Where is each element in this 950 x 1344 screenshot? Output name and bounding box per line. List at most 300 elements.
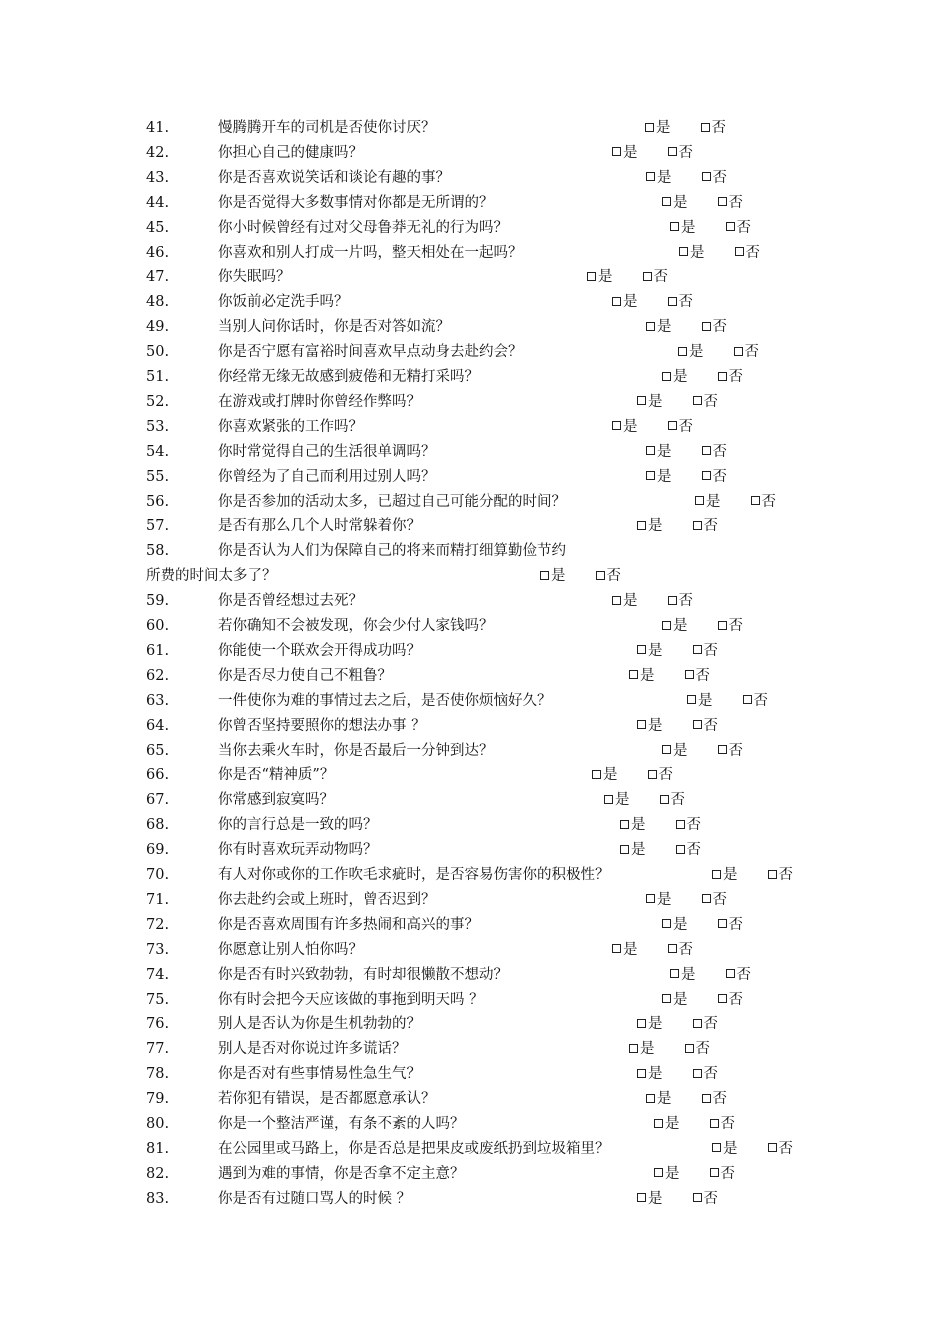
yes-option[interactable] (712, 1137, 738, 1161)
question-text: 当别人问你话时，你是否对答如流？ (218, 319, 450, 336)
no-checkbox[interactable] (693, 1069, 702, 1078)
yes-option[interactable] (612, 415, 638, 439)
no-checkbox[interactable] (743, 695, 752, 704)
yes-option[interactable] (637, 1062, 663, 1086)
question-text: 你是否曾经想过去死？ (218, 593, 363, 610)
no-checkbox[interactable] (718, 621, 727, 630)
question-number: 63. (146, 692, 170, 709)
question-text: 你是否有过随口骂人的时候 ？ (218, 1190, 412, 1207)
no-option[interactable] (702, 465, 728, 489)
no-option[interactable] (710, 1162, 736, 1186)
question-item (0, 689, 950, 713)
no-checkbox[interactable] (643, 272, 652, 281)
yes-checkbox[interactable] (662, 994, 671, 1003)
yes-checkbox[interactable] (612, 596, 621, 605)
yes-option[interactable] (637, 639, 663, 663)
no-checkbox[interactable] (702, 172, 711, 181)
yes-option[interactable] (612, 141, 638, 165)
yes-option[interactable] (604, 788, 630, 812)
yes-checkbox[interactable] (712, 1143, 721, 1152)
question-number: 76. (146, 1016, 170, 1033)
no-option[interactable] (648, 763, 674, 787)
question-number: 75. (146, 991, 170, 1008)
no-option[interactable] (702, 1087, 728, 1111)
question-text: 你曾否坚持要照你的想法办事 ？ (218, 717, 426, 734)
yes-checkbox[interactable] (612, 421, 621, 430)
no-checkbox[interactable] (701, 123, 710, 132)
question-number: 59. (146, 593, 170, 610)
yes-option[interactable] (662, 988, 688, 1012)
question-number: 42. (146, 144, 170, 161)
yes-label: 是 (673, 916, 688, 933)
question-text: 是否有那么几个人时常躲着你？ (218, 518, 421, 535)
yes-checkbox[interactable] (670, 969, 679, 978)
no-option[interactable] (702, 440, 728, 464)
yes-checkbox[interactable] (662, 745, 671, 754)
no-option[interactable] (693, 639, 719, 663)
yes-checkbox[interactable] (637, 1019, 646, 1028)
yes-label: 是 (657, 443, 672, 460)
no-checkbox[interactable] (702, 894, 711, 903)
no-checkbox[interactable] (685, 1044, 694, 1053)
no-label: 否 (670, 792, 685, 809)
yes-option[interactable] (637, 390, 663, 414)
no-checkbox[interactable] (668, 297, 677, 306)
question-item (0, 440, 950, 464)
no-checkbox[interactable] (693, 645, 702, 654)
yes-option[interactable] (646, 440, 672, 464)
question-item (0, 739, 950, 763)
answer-options (662, 614, 743, 638)
yes-checkbox[interactable] (687, 695, 696, 704)
no-checkbox[interactable] (710, 1168, 719, 1177)
question-item (0, 813, 950, 837)
no-checkbox[interactable] (768, 1143, 777, 1152)
no-checkbox[interactable] (668, 596, 677, 605)
yes-label: 是 (723, 867, 738, 883)
no-label: 否 (736, 219, 751, 236)
no-label: 否 (695, 667, 710, 684)
yes-label: 是 (690, 244, 705, 261)
yes-label: 是 (673, 742, 688, 759)
yes-option[interactable] (637, 714, 663, 738)
answer-options (540, 564, 621, 588)
no-option[interactable] (596, 564, 622, 588)
yes-label: 是 (631, 817, 646, 834)
no-checkbox[interactable] (693, 521, 702, 530)
no-option[interactable] (751, 490, 777, 514)
no-option[interactable] (668, 290, 694, 314)
question-number: 72. (146, 916, 170, 933)
yes-option[interactable] (646, 1087, 672, 1111)
no-option[interactable] (668, 141, 694, 165)
no-checkbox[interactable] (685, 670, 694, 679)
answer-options (646, 315, 727, 339)
no-option[interactable] (693, 1187, 719, 1211)
answer-options (637, 390, 718, 414)
no-option[interactable] (726, 963, 752, 987)
yes-option[interactable] (679, 241, 705, 265)
question-number: 44. (146, 194, 170, 211)
no-checkbox[interactable] (718, 919, 727, 928)
yes-checkbox[interactable] (637, 521, 646, 530)
question-item (0, 838, 950, 862)
no-label: 否 (712, 891, 727, 908)
no-option[interactable] (710, 1112, 736, 1136)
answer-options (645, 116, 726, 140)
no-option[interactable] (718, 614, 744, 638)
question-number: 65. (146, 742, 170, 759)
yes-checkbox[interactable] (662, 919, 671, 928)
question-text: 你是否有时兴致勃勃，有时却很懒散不想动？ (218, 966, 508, 983)
no-label: 否 (686, 842, 701, 859)
no-option[interactable] (693, 1062, 719, 1086)
yes-checkbox[interactable] (612, 147, 621, 156)
no-checkbox[interactable] (726, 969, 735, 978)
no-label: 否 (712, 1091, 727, 1108)
yes-option[interactable] (620, 838, 646, 862)
yes-label: 是 (673, 369, 688, 385)
no-label: 否 (728, 916, 743, 933)
yes-option[interactable] (629, 664, 655, 688)
no-option[interactable] (702, 166, 728, 190)
question-item (0, 241, 950, 265)
answer-options (637, 1187, 718, 1211)
answer-options (662, 191, 743, 215)
no-option[interactable] (685, 1037, 711, 1061)
yes-option[interactable] (670, 216, 696, 240)
question-text: 有人对你或你的工作吹毛求疵时，是否容易伤害你的积极性？ (218, 867, 610, 883)
no-checkbox[interactable] (668, 944, 677, 953)
yes-checkbox[interactable] (646, 471, 655, 480)
yes-option[interactable] (637, 514, 663, 538)
question-text: 若你确知不会被发现，你会少付人家钱吗？ (218, 618, 494, 634)
question-text: 在公园里或马路上，你是否总是把果皮或废纸扔到垃圾箱里？ (218, 1140, 610, 1157)
question-number: 55. (146, 468, 170, 485)
question-number: 81. (146, 1140, 170, 1157)
yes-option[interactable] (662, 739, 688, 763)
answer-options (637, 514, 718, 538)
question-text: 你常感到寂寞吗？ (218, 792, 334, 809)
no-option[interactable] (668, 415, 694, 439)
yes-checkbox[interactable] (654, 1168, 663, 1177)
no-checkbox[interactable] (702, 446, 711, 455)
no-option[interactable] (726, 216, 752, 240)
no-option[interactable] (702, 888, 728, 912)
no-option[interactable] (718, 191, 744, 215)
yes-checkbox[interactable] (637, 1193, 646, 1202)
no-option[interactable] (676, 838, 702, 862)
question-text: 你喜欢和别人打成一片吗，整天相处在一起吗？ (218, 244, 523, 261)
question-number: 78. (146, 1066, 170, 1083)
answer-options (678, 340, 759, 364)
question-number: 57. (146, 518, 170, 535)
question-item (0, 1062, 950, 1086)
no-checkbox[interactable] (702, 471, 711, 480)
answer-options (712, 863, 793, 887)
yes-label: 是 (698, 692, 713, 709)
question-text: 若你犯有错误，是否都愿意承认？ (218, 1091, 436, 1108)
yes-checkbox[interactable] (612, 944, 621, 953)
question-number: 46. (146, 244, 170, 261)
no-checkbox[interactable] (718, 994, 727, 1003)
yes-checkbox[interactable] (629, 1044, 638, 1053)
no-option[interactable] (693, 1012, 719, 1036)
yes-checkbox[interactable] (645, 123, 654, 132)
no-checkbox[interactable] (734, 347, 743, 356)
no-checkbox[interactable] (735, 247, 744, 256)
yes-label: 是 (615, 792, 630, 809)
no-label: 否 (678, 144, 693, 161)
no-option[interactable] (735, 241, 761, 265)
no-option[interactable] (643, 265, 669, 289)
question-item (0, 465, 950, 489)
answer-options (637, 639, 718, 663)
no-label: 否 (703, 642, 718, 659)
answer-options (646, 166, 727, 190)
no-checkbox[interactable] (702, 1094, 711, 1103)
answer-options (637, 1062, 718, 1086)
yes-label: 是 (648, 1190, 663, 1207)
no-label: 否 (744, 344, 759, 361)
question-item (0, 290, 950, 314)
yes-checkbox[interactable] (646, 1094, 655, 1103)
yes-option[interactable] (662, 614, 688, 638)
yes-option[interactable] (540, 564, 566, 588)
no-label: 否 (753, 692, 768, 709)
question-number: 60. (146, 618, 170, 634)
no-checkbox[interactable] (648, 770, 657, 779)
no-option[interactable] (685, 664, 711, 688)
no-option[interactable] (743, 689, 769, 713)
yes-option[interactable] (662, 365, 688, 389)
no-option[interactable] (660, 788, 686, 812)
yes-label: 是 (723, 1140, 738, 1157)
no-option[interactable] (668, 589, 694, 613)
no-option[interactable] (718, 739, 744, 763)
yes-option[interactable] (645, 116, 671, 140)
yes-checkbox[interactable] (604, 795, 613, 804)
yes-option[interactable] (612, 938, 638, 962)
question-item (0, 265, 950, 289)
answer-options (662, 913, 743, 937)
yes-checkbox[interactable] (679, 247, 688, 256)
no-label: 否 (728, 742, 743, 759)
answer-options (637, 714, 718, 738)
yes-label: 是 (598, 269, 613, 286)
yes-checkbox[interactable] (662, 621, 671, 630)
question-number: 47. (146, 269, 170, 286)
no-label: 否 (686, 817, 701, 834)
question-number: 73. (146, 941, 170, 958)
no-checkbox[interactable] (693, 396, 702, 405)
yes-checkbox[interactable] (678, 347, 687, 356)
no-option[interactable] (718, 988, 744, 1012)
question-number: 83. (146, 1190, 170, 1207)
yes-option[interactable] (654, 1162, 680, 1186)
question-number: 70. (146, 867, 170, 883)
yes-label: 是 (657, 891, 672, 908)
no-label: 否 (703, 1016, 718, 1033)
no-option[interactable] (668, 938, 694, 962)
yes-checkbox[interactable] (637, 1069, 646, 1078)
yes-checkbox[interactable] (646, 446, 655, 455)
yes-option[interactable] (654, 1112, 680, 1136)
yes-label: 是 (551, 568, 566, 585)
yes-label: 是 (657, 468, 672, 485)
no-option[interactable] (702, 315, 728, 339)
yes-option[interactable] (646, 465, 672, 489)
yes-label: 是 (656, 120, 671, 136)
no-label: 否 (678, 418, 693, 435)
question-number: 45. (146, 219, 170, 236)
no-option[interactable] (718, 365, 744, 389)
no-label: 否 (778, 1140, 793, 1157)
question-item (0, 390, 950, 414)
answer-options (654, 1162, 735, 1186)
no-option[interactable] (676, 813, 702, 837)
no-option[interactable] (768, 863, 794, 887)
no-option[interactable] (693, 390, 719, 414)
yes-label: 是 (623, 593, 638, 610)
no-checkbox[interactable] (693, 720, 702, 729)
question-text: 你小时候曾经有过对父母鲁莽无礼的行为吗？ (218, 219, 508, 236)
yes-checkbox[interactable] (695, 496, 704, 505)
no-label: 否 (728, 618, 743, 634)
yes-option[interactable] (646, 315, 672, 339)
yes-checkbox[interactable] (646, 894, 655, 903)
question-text: 你是否“精神质”？ (218, 767, 335, 784)
no-checkbox[interactable] (693, 1019, 702, 1028)
question-item (0, 589, 950, 613)
yes-checkbox[interactable] (637, 645, 646, 654)
yes-checkbox[interactable] (646, 322, 655, 331)
no-option[interactable] (693, 714, 719, 738)
yes-option[interactable] (662, 191, 688, 215)
no-label: 否 (606, 568, 621, 585)
yes-option[interactable] (670, 963, 696, 987)
question-item (0, 315, 950, 339)
yes-checkbox[interactable] (587, 272, 596, 281)
no-option[interactable] (768, 1137, 794, 1161)
no-checkbox[interactable] (768, 870, 777, 879)
question-text: 在游戏或打牌时你曾经作弊吗？ (218, 393, 421, 410)
yes-checkbox[interactable] (612, 297, 621, 306)
answer-options (712, 1137, 793, 1161)
yes-checkbox[interactable] (662, 197, 671, 206)
answer-options (646, 440, 727, 464)
question-item (0, 1137, 950, 1161)
no-label: 否 (728, 991, 743, 1008)
yes-label: 是 (648, 1066, 663, 1083)
yes-checkbox[interactable] (670, 222, 679, 231)
no-checkbox[interactable] (676, 845, 685, 854)
yes-label: 是 (623, 294, 638, 311)
yes-label: 是 (689, 344, 704, 361)
question-item (0, 116, 950, 140)
yes-option[interactable] (612, 290, 638, 314)
no-checkbox[interactable] (668, 147, 677, 156)
yes-option[interactable] (637, 1187, 663, 1211)
yes-label: 是 (657, 169, 672, 186)
answer-options (646, 465, 727, 489)
yes-checkbox[interactable] (540, 571, 549, 580)
yes-label: 是 (648, 393, 663, 410)
yes-option[interactable] (662, 913, 688, 937)
no-checkbox[interactable] (718, 745, 727, 754)
no-checkbox[interactable] (668, 421, 677, 430)
yes-checkbox[interactable] (662, 372, 671, 381)
yes-checkbox[interactable] (620, 845, 629, 854)
question-number: 58. (146, 543, 170, 560)
yes-checkbox[interactable] (712, 870, 721, 879)
question-number: 62. (146, 667, 170, 684)
no-label: 否 (678, 294, 693, 311)
question-number: 48. (146, 294, 170, 311)
no-label: 否 (703, 1066, 718, 1083)
yes-label: 是 (640, 1041, 655, 1058)
yes-option[interactable] (629, 1037, 655, 1061)
yes-checkbox[interactable] (629, 670, 638, 679)
yes-option[interactable] (687, 689, 713, 713)
no-checkbox[interactable] (710, 1119, 719, 1128)
no-option[interactable] (718, 913, 744, 937)
yes-option[interactable] (620, 813, 646, 837)
no-checkbox[interactable] (596, 571, 605, 580)
question-text: 你喜欢紧张的工作吗？ (218, 418, 363, 435)
no-label: 否 (711, 120, 726, 136)
no-option[interactable] (734, 340, 760, 364)
yes-checkbox[interactable] (620, 820, 629, 829)
yes-checkbox[interactable] (637, 720, 646, 729)
question-number: 53. (146, 418, 170, 435)
yes-checkbox[interactable] (654, 1119, 663, 1128)
question-item (0, 1112, 950, 1136)
no-checkbox[interactable] (718, 372, 727, 381)
yes-option[interactable] (646, 166, 672, 190)
yes-option[interactable] (592, 763, 618, 787)
yes-option[interactable] (712, 863, 738, 887)
no-checkbox[interactable] (660, 795, 669, 804)
question-item (0, 763, 950, 787)
answer-options (654, 1112, 735, 1136)
no-label: 否 (695, 1041, 710, 1058)
yes-option[interactable] (637, 1012, 663, 1036)
yes-option[interactable] (678, 340, 704, 364)
no-checkbox[interactable] (751, 496, 760, 505)
yes-checkbox[interactable] (637, 396, 646, 405)
no-checkbox[interactable] (718, 197, 727, 206)
yes-checkbox[interactable] (592, 770, 601, 779)
question-number: 74. (146, 966, 170, 983)
yes-option[interactable] (646, 888, 672, 912)
yes-option[interactable] (587, 265, 613, 289)
no-checkbox[interactable] (676, 820, 685, 829)
no-checkbox[interactable] (693, 1193, 702, 1202)
yes-option[interactable] (695, 490, 721, 514)
question-number: 54. (146, 443, 170, 460)
no-option[interactable] (693, 514, 719, 538)
yes-checkbox[interactable] (646, 172, 655, 181)
question-text: 你担心自己的健康吗？ (218, 144, 363, 161)
no-option[interactable] (701, 116, 727, 140)
yes-label: 是 (657, 319, 672, 336)
yes-option[interactable] (612, 589, 638, 613)
question-number: 51. (146, 369, 170, 385)
no-checkbox[interactable] (702, 322, 711, 331)
no-checkbox[interactable] (726, 222, 735, 231)
question-number: 41. (146, 120, 170, 136)
